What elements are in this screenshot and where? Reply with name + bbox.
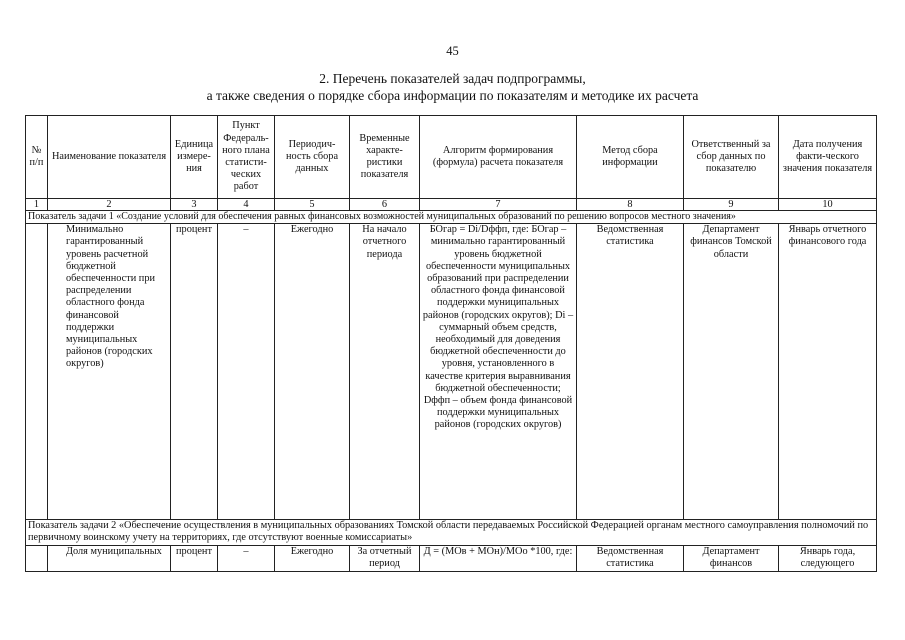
section-title: Показатель задачи 2 «Обеспечение осуществления в муниципальных образованиях Томской области передаваемых Российской Федерацией органам местного самоуправления полномочий по первичному воинскому учету на территориях, где отсутствуют военные комиссариаты»: [26, 520, 877, 545]
page-title: [0, 70, 905, 104]
cell-date: Январь года, следующего: [779, 545, 877, 571]
header-cell: Временные характе-ристики показателя: [350, 116, 420, 199]
table-row: [26, 545, 877, 571]
cell-num: [26, 545, 48, 571]
section-row-task-2: [26, 520, 877, 545]
cell-date: Январь отчетного финансового года: [779, 224, 877, 520]
section-row-task-1: [26, 211, 877, 224]
header-cell: Единица измере-ния: [171, 116, 218, 199]
cell-unit: процент: [171, 545, 218, 571]
column-number-row: [26, 199, 877, 211]
cell-plan-item: –: [218, 224, 275, 520]
cell-name: Доля муниципальных: [48, 545, 171, 571]
cell-time: На начало отчетного периода: [350, 224, 420, 520]
header-cell: Ответственный за сбор данных по показателю: [684, 116, 779, 199]
title-line-2: а также сведения о порядке сбора информации по показателям и методике их расчета: [206, 88, 699, 103]
section-title: Показатель задачи 1 «Создание условий для обеспечения равных финансовых возможностей муниципальных образований по решению вопросов местного значения»: [26, 211, 877, 224]
header-cell: Метод сбора информации: [577, 116, 684, 199]
column-number: 1: [26, 199, 48, 211]
column-number: 4: [218, 199, 275, 211]
title-line-1: 2. Перечень показателей задач подпрограммы,: [319, 71, 586, 86]
header-cell: Наименование показателя: [48, 116, 171, 199]
cell-responsible: Департамент финансов: [684, 545, 779, 571]
header-cell: № п/п: [26, 116, 48, 199]
header-row: [26, 116, 877, 199]
cell-unit: процент: [171, 224, 218, 520]
cell-period: Ежегодно: [275, 224, 350, 520]
column-number: 7: [420, 199, 577, 211]
indicators-table: [25, 115, 877, 572]
table-row: [26, 224, 877, 520]
header-cell: Пункт Федераль-ного плана статисти-ческих работ: [218, 116, 275, 199]
column-number: 10: [779, 199, 877, 211]
cell-formula: БОгар = Di/Dффп, где: БОгар – минимально гарантированный уровень бюджетной обеспеченности муниципальных образований при распределении областного фонда финансовой поддержки муниципальных районов (городских округов); Di – суммарный объем средств, необходимый для доведения бюджетной обеспеченности до уровня, установленного в качестве критерия выравнивания бюджетной обеспеченности; Dффп – объем фонда финансовой поддержки муниципальных районов (городских округов): [420, 224, 577, 520]
cell-time: За отчетный период: [350, 545, 420, 571]
page-number: 45: [446, 44, 459, 58]
column-number: 2: [48, 199, 171, 211]
header-cell: Периодич-ность сбора данных: [275, 116, 350, 199]
column-number: 8: [577, 199, 684, 211]
cell-plan-item: –: [218, 545, 275, 571]
column-number: 9: [684, 199, 779, 211]
cell-method: Ведомственная статистика: [577, 224, 684, 520]
header-cell: Алгоритм формирования (формула) расчета показателя: [420, 116, 577, 199]
column-number: 6: [350, 199, 420, 211]
cell-formula: Д = (МОв + МОн)/МОо *100, где:: [420, 545, 577, 571]
cell-period: Ежегодно: [275, 545, 350, 571]
cell-num: [26, 224, 48, 520]
column-number: 5: [275, 199, 350, 211]
cell-method: Ведомственная статистика: [577, 545, 684, 571]
cell-name: Минимально гарантированный уровень расчетной бюджетной обеспеченности при распределении областного фонда финансовой поддержки муниципальных районов (городских округов): [48, 224, 171, 520]
cell-responsible: Департамент финансов Томской области: [684, 224, 779, 520]
column-number: 3: [171, 199, 218, 211]
header-cell: Дата получения факти-ческого значения показателя: [779, 116, 877, 199]
